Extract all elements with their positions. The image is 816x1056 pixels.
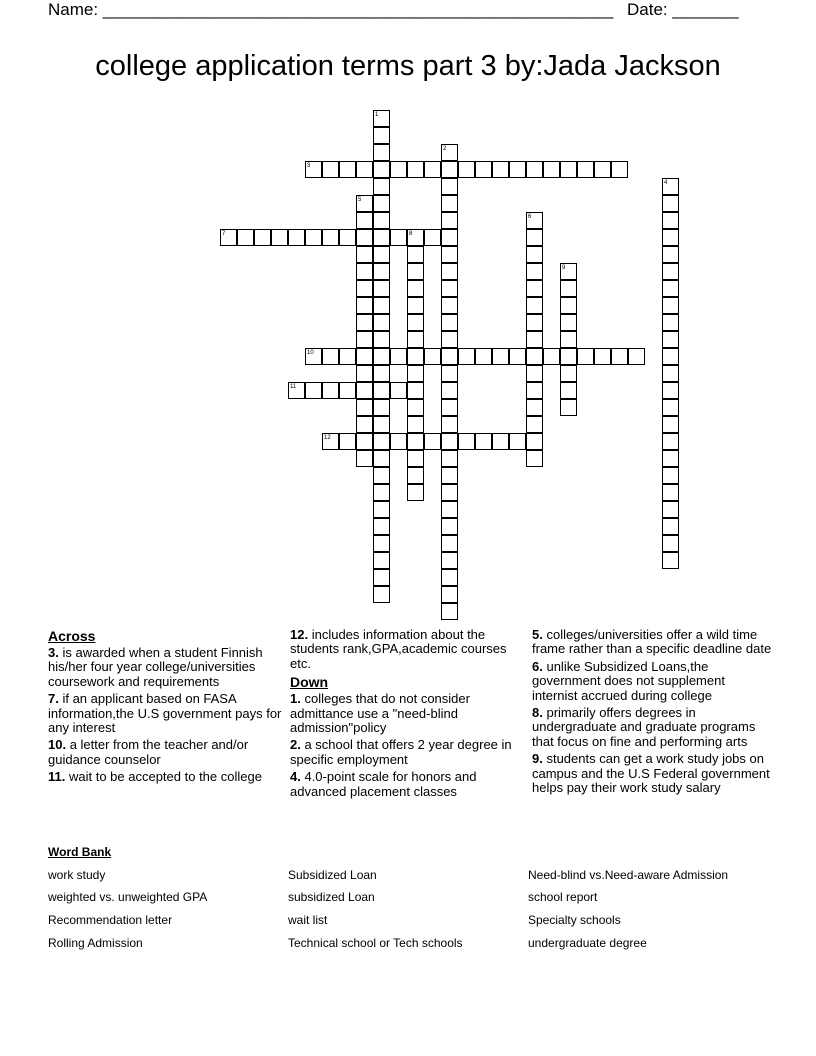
crossword-cell[interactable] bbox=[407, 433, 424, 450]
crossword-cell[interactable] bbox=[441, 161, 458, 178]
crossword-cell[interactable] bbox=[509, 161, 526, 178]
crossword-cell[interactable] bbox=[356, 433, 373, 450]
crossword-cell[interactable] bbox=[356, 416, 373, 433]
crossword-cell[interactable] bbox=[407, 416, 424, 433]
word-bank-item: school report bbox=[528, 890, 598, 904]
crossword-cell[interactable] bbox=[373, 195, 390, 212]
crossword-cell[interactable] bbox=[407, 331, 424, 348]
crossword-cell[interactable] bbox=[441, 195, 458, 212]
crossword-cell[interactable] bbox=[560, 365, 577, 382]
crossword-cell[interactable] bbox=[356, 195, 373, 212]
crossword-cell[interactable] bbox=[373, 263, 390, 280]
crossword-cell[interactable] bbox=[662, 263, 679, 280]
crossword-cell[interactable] bbox=[322, 382, 339, 399]
crossword-cell[interactable] bbox=[441, 552, 458, 569]
crossword-cell[interactable] bbox=[662, 552, 679, 569]
crossword-cell[interactable] bbox=[373, 467, 390, 484]
crossword-cell[interactable] bbox=[526, 450, 543, 467]
crossword-cell[interactable] bbox=[407, 382, 424, 399]
crossword-cell[interactable] bbox=[662, 348, 679, 365]
crossword-cell[interactable] bbox=[594, 348, 611, 365]
word-bank-item: Technical school or Tech schools bbox=[288, 936, 463, 950]
crossword-cell[interactable] bbox=[373, 297, 390, 314]
crossword-cell[interactable] bbox=[373, 450, 390, 467]
crossword-cell[interactable] bbox=[662, 229, 679, 246]
crossword-cell[interactable] bbox=[356, 399, 373, 416]
word-bank-item: Rolling Admission bbox=[48, 936, 143, 950]
clue-down-1: 1. colleges that do not consider admittance use a "need-blind admission"policy bbox=[290, 691, 470, 736]
crossword-cell[interactable] bbox=[237, 229, 254, 246]
crossword-cell[interactable] bbox=[407, 450, 424, 467]
crossword-cell[interactable] bbox=[356, 314, 373, 331]
crossword-cell[interactable] bbox=[390, 433, 407, 450]
crossword-cell[interactable] bbox=[373, 569, 390, 586]
crossword-cell[interactable] bbox=[390, 161, 407, 178]
crossword-cell[interactable] bbox=[543, 161, 560, 178]
crossword-cell[interactable] bbox=[305, 348, 322, 365]
clue-number: 12 bbox=[324, 435, 331, 441]
crossword-cell[interactable] bbox=[509, 433, 526, 450]
crossword-cell[interactable] bbox=[305, 382, 322, 399]
clue-number: 7 bbox=[222, 231, 226, 237]
crossword-cell[interactable] bbox=[662, 501, 679, 518]
crossword-cell[interactable] bbox=[526, 365, 543, 382]
crossword-cell[interactable] bbox=[305, 229, 322, 246]
crossword-cell[interactable] bbox=[475, 348, 492, 365]
word-bank-item: Recommendation letter bbox=[48, 913, 173, 927]
clue-across-10: 10. a letter from the teacher and/or guidance counselor bbox=[48, 737, 249, 767]
crossword-cell[interactable] bbox=[407, 365, 424, 382]
crossword-cell[interactable] bbox=[441, 535, 458, 552]
crossword-cell[interactable] bbox=[662, 382, 679, 399]
crossword-cell[interactable] bbox=[373, 314, 390, 331]
crossword-cell[interactable] bbox=[441, 399, 458, 416]
clue-across-3: 3. is awarded when a student Finnish his/her four year college/universities coursework and requirements bbox=[48, 645, 263, 689]
clue-number: 8 bbox=[409, 231, 413, 237]
crossword-cell[interactable] bbox=[322, 433, 339, 450]
crossword-cell[interactable] bbox=[560, 331, 577, 348]
crossword-cell[interactable] bbox=[407, 280, 424, 297]
crossword-cell[interactable] bbox=[356, 280, 373, 297]
crossword-cell[interactable] bbox=[407, 348, 424, 365]
crossword-cell[interactable] bbox=[339, 161, 356, 178]
word-bank-title: Word Bank bbox=[48, 845, 112, 859]
crossword-cell[interactable] bbox=[441, 450, 458, 467]
word-bank-item: Specialty schools bbox=[528, 913, 621, 927]
crossword-cell[interactable] bbox=[373, 518, 390, 535]
crossword-cell[interactable] bbox=[373, 280, 390, 297]
crossword-cell[interactable] bbox=[220, 229, 237, 246]
crossword-cell[interactable] bbox=[560, 382, 577, 399]
crossword-cell[interactable] bbox=[526, 331, 543, 348]
crossword-cell[interactable] bbox=[356, 365, 373, 382]
across-heading: Across bbox=[48, 628, 96, 644]
crossword-cell[interactable] bbox=[441, 603, 458, 620]
clue-number: 11 bbox=[290, 384, 297, 390]
crossword-cell[interactable] bbox=[526, 314, 543, 331]
crossword-cell[interactable] bbox=[441, 433, 458, 450]
crossword-cell[interactable] bbox=[305, 161, 322, 178]
crossword-cell[interactable] bbox=[441, 586, 458, 603]
clue-down-6: 6. unlike Subsidized Loans,the government does not supplement internist accrued during college bbox=[532, 658, 725, 703]
crossword-cell[interactable] bbox=[526, 161, 543, 178]
crossword-cell[interactable] bbox=[339, 382, 356, 399]
crossword-cell[interactable] bbox=[373, 178, 390, 195]
crossword-cell[interactable] bbox=[424, 229, 441, 246]
crossword-cell[interactable] bbox=[390, 348, 407, 365]
crossword-cell[interactable] bbox=[373, 552, 390, 569]
crossword-cell[interactable] bbox=[526, 433, 543, 450]
crossword-cell[interactable] bbox=[254, 229, 271, 246]
crossword-cell[interactable] bbox=[611, 348, 628, 365]
crossword-cell[interactable] bbox=[441, 501, 458, 518]
crossword-cell[interactable] bbox=[339, 348, 356, 365]
crossword-cell[interactable] bbox=[356, 161, 373, 178]
crossword-cell[interactable] bbox=[373, 246, 390, 263]
crossword-cell[interactable] bbox=[526, 263, 543, 280]
crossword-cell[interactable] bbox=[373, 144, 390, 161]
crossword-cell[interactable] bbox=[662, 416, 679, 433]
crossword-cell[interactable] bbox=[373, 433, 390, 450]
crossword-cell[interactable] bbox=[662, 450, 679, 467]
crossword-cell[interactable] bbox=[526, 246, 543, 263]
word-bank-item: Subsidized Loan bbox=[288, 868, 377, 882]
crossword-cell[interactable] bbox=[526, 416, 543, 433]
crossword-cell[interactable] bbox=[390, 229, 407, 246]
clues-column-2 bbox=[290, 628, 515, 802]
crossword-cell[interactable] bbox=[526, 399, 543, 416]
crossword-cell[interactable] bbox=[560, 348, 577, 365]
crossword-cell[interactable] bbox=[373, 484, 390, 501]
crossword-cell[interactable] bbox=[662, 331, 679, 348]
crossword-cell[interactable] bbox=[441, 518, 458, 535]
crossword-cell[interactable] bbox=[526, 382, 543, 399]
crossword-cell[interactable] bbox=[441, 229, 458, 246]
crossword-cell[interactable] bbox=[356, 348, 373, 365]
crossword-cell[interactable] bbox=[441, 569, 458, 586]
crossword-cell[interactable] bbox=[288, 229, 305, 246]
crossword-cell[interactable] bbox=[441, 467, 458, 484]
crossword-cell[interactable] bbox=[594, 161, 611, 178]
crossword-cell[interactable] bbox=[322, 348, 339, 365]
crossword-cell[interactable] bbox=[373, 331, 390, 348]
crossword-cell[interactable] bbox=[662, 484, 679, 501]
crossword-cell[interactable] bbox=[373, 416, 390, 433]
name-field-label: Name: ______________________________________________________ bbox=[48, 0, 614, 19]
crossword-cell[interactable] bbox=[373, 212, 390, 229]
crossword-cell[interactable] bbox=[560, 297, 577, 314]
crossword-cell[interactable] bbox=[475, 161, 492, 178]
crossword-cell[interactable] bbox=[373, 365, 390, 382]
crossword-cell[interactable] bbox=[662, 195, 679, 212]
crossword-cell[interactable] bbox=[526, 212, 543, 229]
crossword-cell[interactable] bbox=[373, 501, 390, 518]
clue-down-4: 4. 4.0-point scale for honors and advanced placement classes bbox=[290, 769, 477, 799]
crossword-cell[interactable] bbox=[407, 297, 424, 314]
crossword-cell[interactable] bbox=[441, 382, 458, 399]
crossword-cell[interactable] bbox=[407, 161, 424, 178]
crossword-cell[interactable] bbox=[407, 467, 424, 484]
crossword-cell[interactable] bbox=[441, 212, 458, 229]
word-bank-item: wait list bbox=[288, 913, 328, 927]
crossword-cell[interactable] bbox=[560, 263, 577, 280]
crossword-cell[interactable] bbox=[526, 229, 543, 246]
word-bank-item: work study bbox=[48, 868, 106, 882]
clue-number: 10 bbox=[307, 350, 314, 356]
clue-down-5: 5. colleges/universities offer a wild time frame rather than a specific deadline date bbox=[532, 627, 772, 657]
crossword-cell[interactable] bbox=[407, 229, 424, 246]
crossword-cell[interactable] bbox=[424, 348, 441, 365]
crossword-cell[interactable] bbox=[271, 229, 288, 246]
clue-down-9: 9. students can get a work study jobs on campus and the U.S Federal government helps pay their work study salary bbox=[532, 751, 770, 796]
crossword-cell[interactable] bbox=[373, 399, 390, 416]
crossword-cell[interactable] bbox=[424, 161, 441, 178]
crossword-cell[interactable] bbox=[373, 382, 390, 399]
crossword-cell[interactable] bbox=[407, 263, 424, 280]
crossword-cell[interactable] bbox=[526, 348, 543, 365]
crossword-cell[interactable] bbox=[543, 348, 560, 365]
clue-across-11: 11. wait to be accepted to the college bbox=[48, 769, 262, 785]
crossword-cell[interactable] bbox=[339, 433, 356, 450]
crossword-cell[interactable] bbox=[577, 348, 594, 365]
crossword-cell[interactable] bbox=[662, 246, 679, 263]
crossword-cell[interactable] bbox=[662, 365, 679, 382]
crossword-cell[interactable] bbox=[662, 212, 679, 229]
crossword-cell[interactable] bbox=[662, 280, 679, 297]
crossword-cell[interactable] bbox=[441, 263, 458, 280]
page-title: college application terms part 3 by:Jada Jackson bbox=[95, 50, 721, 82]
crossword-cell[interactable] bbox=[407, 484, 424, 501]
crossword-cell[interactable] bbox=[356, 246, 373, 263]
crossword-cell[interactable] bbox=[356, 331, 373, 348]
crossword-cell[interactable] bbox=[441, 144, 458, 161]
crossword-cell[interactable] bbox=[356, 382, 373, 399]
crossword-cell[interactable] bbox=[662, 297, 679, 314]
clue-number: 9 bbox=[562, 265, 566, 271]
crossword-cell[interactable] bbox=[356, 450, 373, 467]
crossword-cell[interactable] bbox=[577, 161, 594, 178]
crossword-cell[interactable] bbox=[373, 161, 390, 178]
crossword-cell[interactable] bbox=[560, 314, 577, 331]
crossword-cell[interactable] bbox=[662, 433, 679, 450]
crossword-cell[interactable] bbox=[662, 535, 679, 552]
crossword-cell[interactable] bbox=[373, 229, 390, 246]
clue-down-8: 8. primarily offers degrees in undergraduate and graduate programs that focus on fine and performing arts bbox=[532, 705, 756, 749]
word-bank-item: Need-blind vs.Need-aware Admission bbox=[528, 868, 729, 882]
crossword-cell[interactable] bbox=[662, 399, 679, 416]
crossword-cell[interactable] bbox=[373, 586, 390, 603]
crossword-cell[interactable] bbox=[458, 348, 475, 365]
clues-column-1 bbox=[48, 628, 283, 788]
crossword-cell[interactable] bbox=[441, 331, 458, 348]
crossword-cell[interactable] bbox=[560, 280, 577, 297]
crossword-cell[interactable] bbox=[628, 348, 645, 365]
crossword-cell[interactable] bbox=[356, 263, 373, 280]
crossword-cell[interactable] bbox=[322, 161, 339, 178]
crossword-cell[interactable] bbox=[356, 229, 373, 246]
crossword-cell[interactable] bbox=[373, 127, 390, 144]
crossword-cell[interactable] bbox=[288, 382, 305, 399]
crossword-cell[interactable] bbox=[424, 433, 441, 450]
crossword-cell[interactable] bbox=[509, 348, 526, 365]
crossword-cell[interactable] bbox=[373, 348, 390, 365]
clue-across-7: 7. if an applicant based on FASA information,the U.S government pays for any interest bbox=[48, 691, 282, 736]
crossword-cell[interactable] bbox=[458, 161, 475, 178]
crossword-cell[interactable] bbox=[492, 348, 509, 365]
crossword-cell[interactable] bbox=[662, 314, 679, 331]
word-bank-item: subsidized Loan bbox=[288, 890, 375, 904]
crossword-cell[interactable] bbox=[339, 229, 356, 246]
crossword-cell[interactable] bbox=[611, 161, 628, 178]
word-bank-item: undergraduate degree bbox=[528, 936, 647, 950]
crossword-cell[interactable] bbox=[441, 484, 458, 501]
clue-number: 5 bbox=[358, 197, 362, 203]
down-heading: Down bbox=[290, 674, 329, 691]
crossword-cell[interactable] bbox=[441, 314, 458, 331]
crossword-cell[interactable] bbox=[441, 416, 458, 433]
clue-number: 2 bbox=[443, 146, 447, 152]
crossword-cell[interactable] bbox=[662, 467, 679, 484]
clue-across-12: 12. includes information about the students rank,GPA,academic courses etc. bbox=[290, 627, 507, 671]
crossword-cell[interactable] bbox=[373, 110, 390, 127]
crossword-cell[interactable] bbox=[407, 246, 424, 263]
crossword-cell[interactable] bbox=[492, 161, 509, 178]
crossword-cell[interactable] bbox=[526, 297, 543, 314]
crossword-cell[interactable] bbox=[441, 297, 458, 314]
clue-number: 3 bbox=[307, 163, 311, 169]
clue-number: 4 bbox=[664, 180, 668, 186]
crossword-cell[interactable] bbox=[526, 280, 543, 297]
crossword-cell[interactable] bbox=[492, 433, 509, 450]
clues-column-3 bbox=[532, 628, 772, 798]
clue-down-2: 2. a school that offers 2 year degree in specific employment bbox=[290, 737, 512, 767]
crossword-cell[interactable] bbox=[560, 399, 577, 416]
crossword-cell[interactable] bbox=[373, 535, 390, 552]
crossword-cell[interactable] bbox=[322, 229, 339, 246]
crossword-cell[interactable] bbox=[458, 433, 475, 450]
word-bank-item: weighted vs. unweighted GPA bbox=[48, 890, 208, 904]
crossword-cell[interactable] bbox=[441, 280, 458, 297]
crossword-cell[interactable] bbox=[356, 212, 373, 229]
crossword-cell[interactable] bbox=[560, 161, 577, 178]
crossword-cell[interactable] bbox=[407, 399, 424, 416]
crossword-cell[interactable] bbox=[441, 246, 458, 263]
clue-number: 6 bbox=[528, 214, 532, 220]
crossword-cell[interactable] bbox=[441, 365, 458, 382]
crossword-cell[interactable] bbox=[356, 297, 373, 314]
crossword-cell[interactable] bbox=[441, 178, 458, 195]
crossword-cell[interactable] bbox=[390, 382, 407, 399]
crossword-cell[interactable] bbox=[662, 518, 679, 535]
crossword-cell[interactable] bbox=[441, 348, 458, 365]
clue-number: 1 bbox=[375, 112, 379, 118]
crossword-cell[interactable] bbox=[662, 178, 679, 195]
date-field-label: Date: _______ bbox=[627, 0, 739, 19]
crossword-cell[interactable] bbox=[407, 314, 424, 331]
crossword-cell[interactable] bbox=[475, 433, 492, 450]
